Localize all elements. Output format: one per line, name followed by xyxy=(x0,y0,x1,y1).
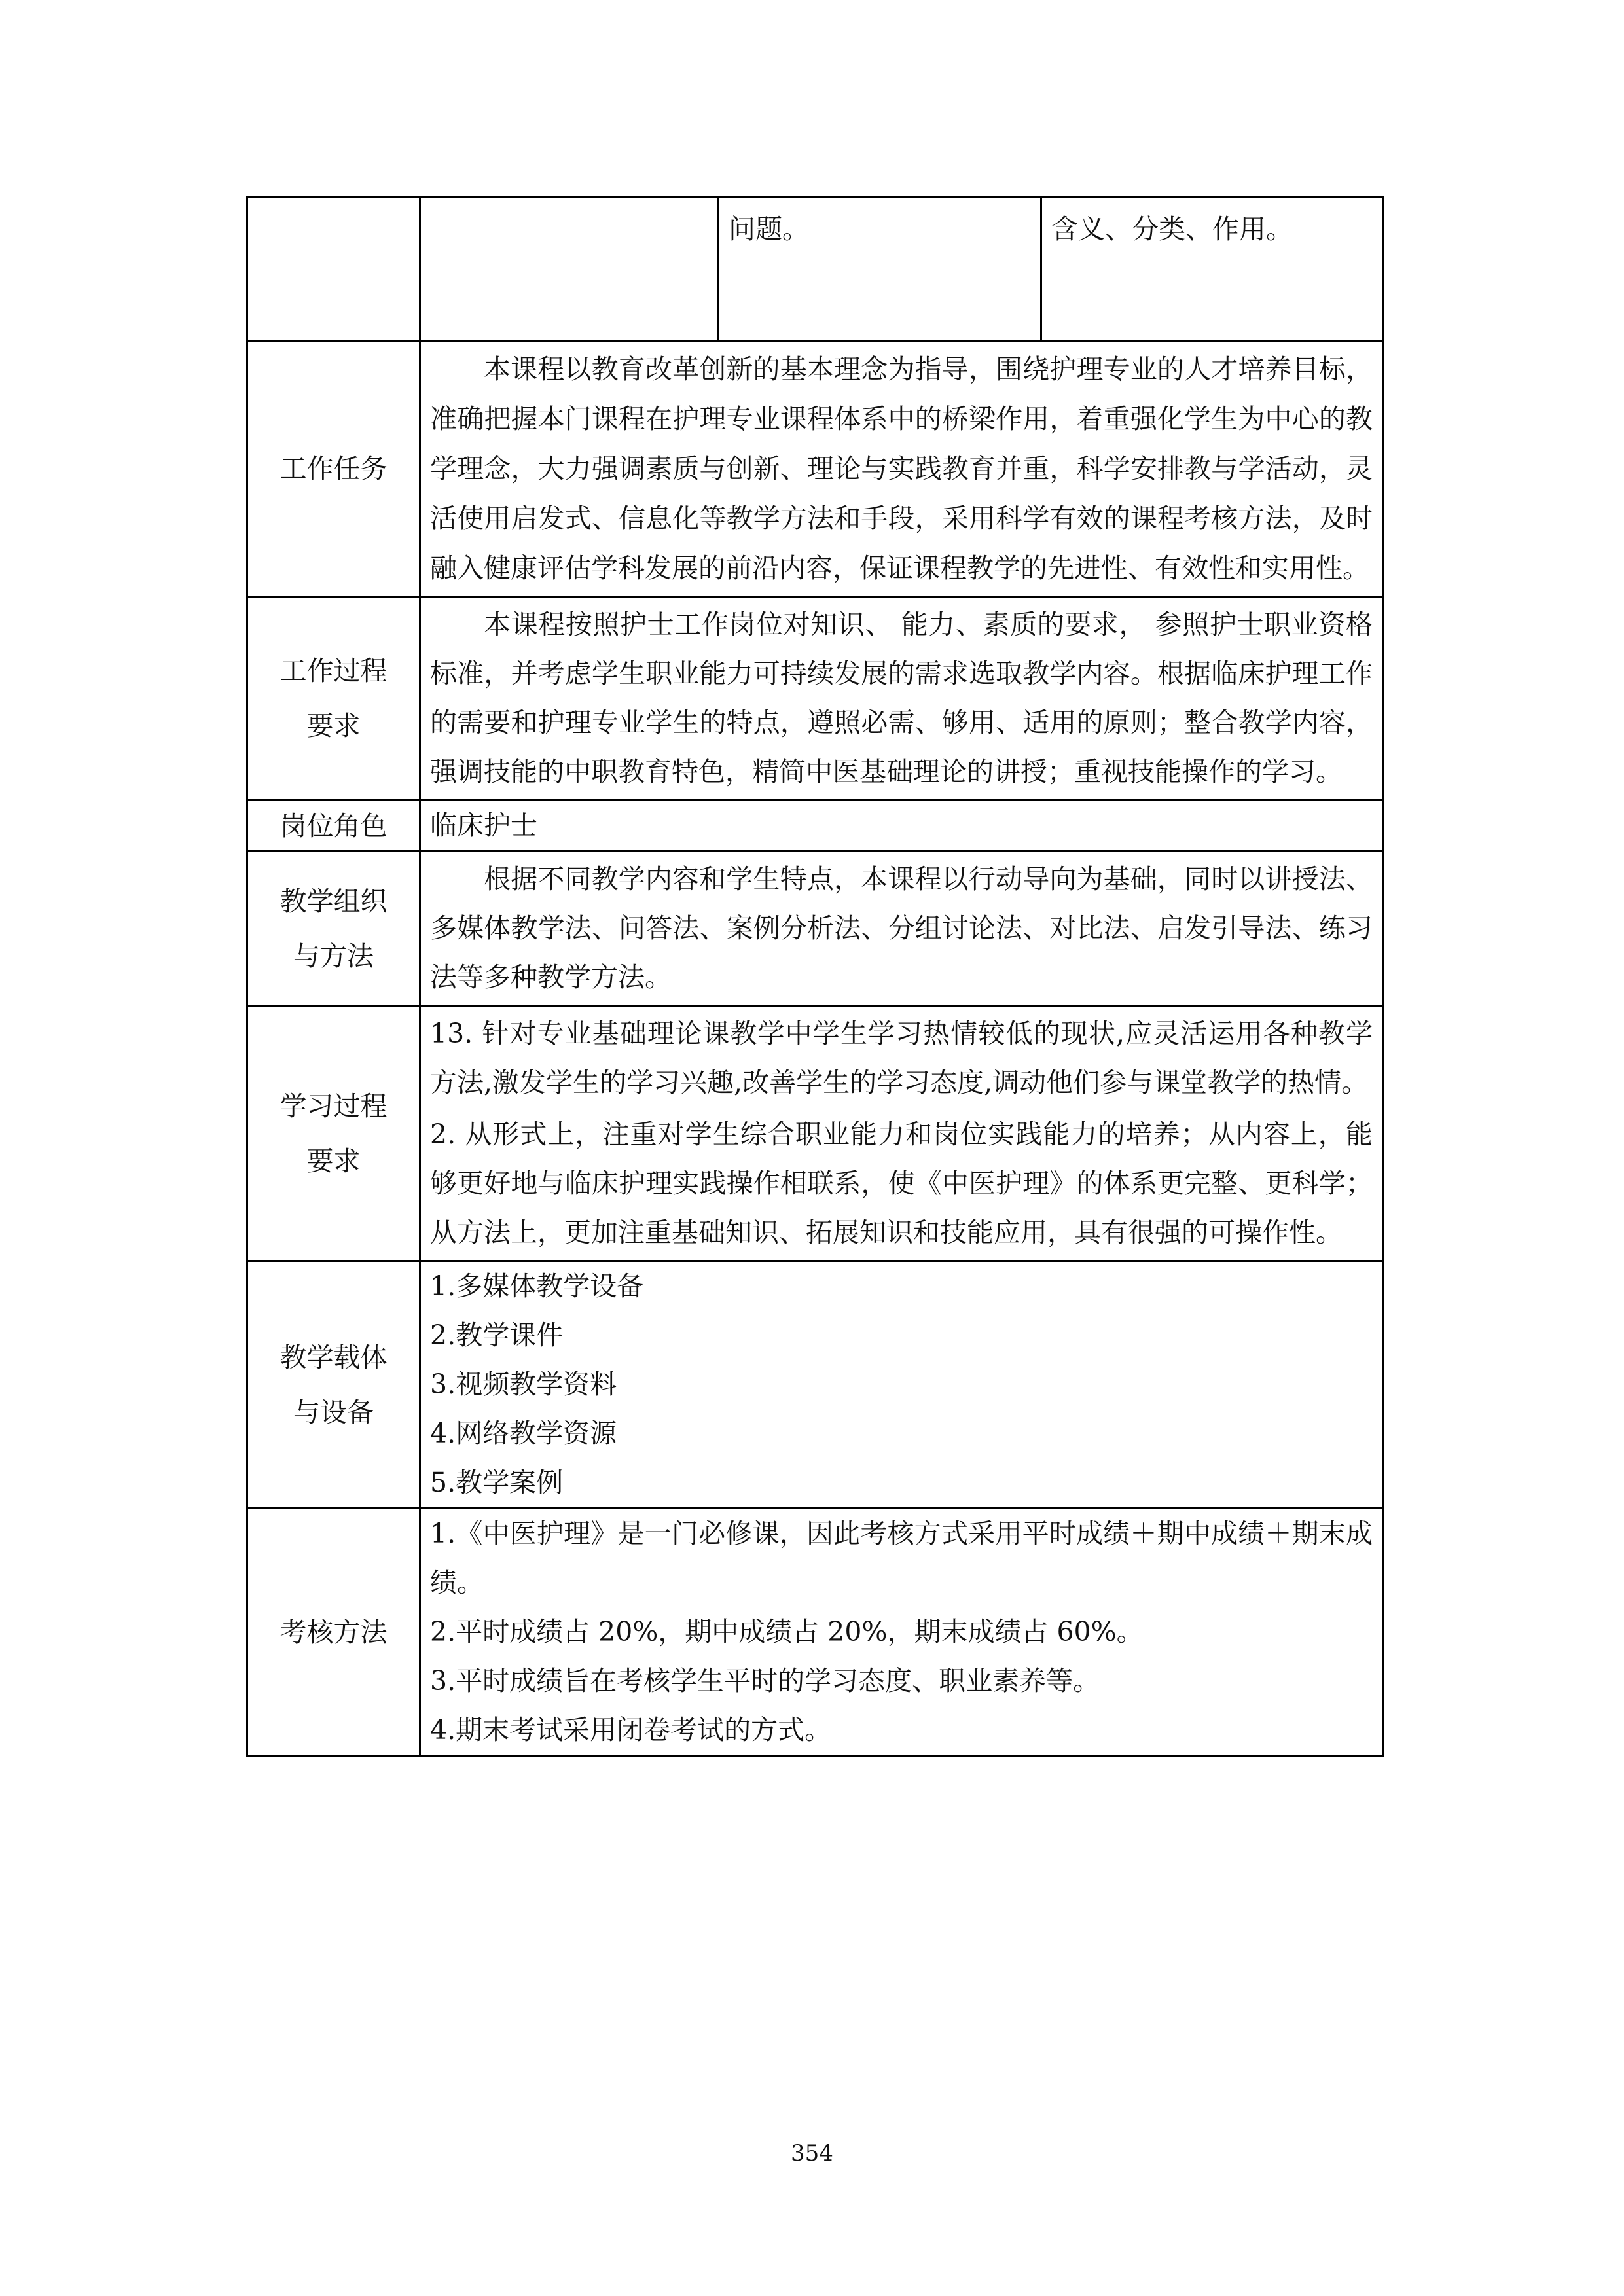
list-item: 2.平时成绩占 20%，期中成绩占 20%，期末成绩占 60%。 xyxy=(430,1616,1144,1647)
list-item: 1.《中医护理》是一门必修课，因此考核方式采用平时成绩＋期中成绩＋期末成绩。 xyxy=(430,1518,1373,1598)
course-table xyxy=(246,196,1384,1757)
course-table-container xyxy=(246,196,1382,1757)
table-row-continuation xyxy=(247,198,1383,341)
row-label-teaching-equipment xyxy=(247,1261,420,1509)
row-content-assessment xyxy=(420,1509,1383,1756)
learning-process-item: 13. 针对专业基础理论课教学中学生学习热情较低的现状,应灵活运用各种教学方法,激发学生的学习兴趣,改善学生的学习态度,调动他们参与课堂教学的热情。 xyxy=(430,1018,1373,1098)
table-row-teaching-methods xyxy=(247,852,1383,1006)
list-item: 1.多媒体教学设备 xyxy=(430,1270,644,1302)
row-content-learning-process xyxy=(420,1006,1383,1261)
learning-process-item: 2. 从形式上，注重对学生综合职业能力和岗位实践能力的培养；从内容上，能够更好地与临床护理实践操作相联系，使《中医护理》的体系更完整、更科学；从方法上，更加注重基础知识、拓展知识和技能应用，具有很强的可操作性。 xyxy=(430,1119,1373,1248)
row-content-work-process xyxy=(420,597,1383,800)
table-row-assessment xyxy=(247,1509,1383,1756)
list-item: 5.教学案例 xyxy=(430,1467,564,1498)
continuation-cell-3: 问题。 xyxy=(719,198,1041,341)
row-content-teaching-methods xyxy=(420,852,1383,1006)
row-label-work-process xyxy=(247,597,420,800)
row-label-line: 要求 xyxy=(306,710,361,742)
table-row-learning-process xyxy=(247,1006,1383,1261)
page-number: 354 xyxy=(791,2140,833,2166)
table-row-work-tasks xyxy=(247,341,1383,597)
list-item: 3.平时成绩旨在考核学生平时的学习态度、职业素养等。 xyxy=(430,1665,1100,1696)
row-label-line: 工作任务 xyxy=(280,453,388,484)
row-label-line: 与方法 xyxy=(293,940,374,972)
list-item: 4.期末考试采用闭卷考试的方式。 xyxy=(430,1714,832,1746)
table-row-work-process xyxy=(247,597,1383,800)
row-label-line: 教学组织 xyxy=(280,885,388,917)
row-label-line: 工作过程 xyxy=(280,655,388,687)
continuation-cell-4: 含义、分类、作用。 xyxy=(1041,198,1383,341)
empty-cell xyxy=(420,198,719,341)
row-label-line: 与设备 xyxy=(293,1396,374,1428)
row-label-line: 学习过程 xyxy=(280,1090,388,1122)
work-tasks-text: 本课程以教育改革创新的基本理念为指导，围绕护理专业的人才培养目标，准确把握本门课程在护理专业课程体系中的桥梁作用，着重强化学生为中心的教学理念，大力强调素质与创新、理论与实践教育并重，科学安排教与学活动，灵活使用启发式、信息化等教学方法和手段，采用科学有效的课程考核方法，及时融入健康评估学科发展的前沿内容，保证课程教学的先进性、有效性和实用性。 xyxy=(430,353,1373,584)
row-label-line: 要求 xyxy=(306,1145,361,1177)
work-process-text: 本课程按照护士工作岗位对知识、 能力、素质的要求， 参照护士职业资格标准，并考虑学生职业能力可持续发展的需求选取教学内容。根据临床护理工作的需要和护理专业学生的特点，遵照必需、够用、适用的原则；整合教学内容，强调技能的中职教育特色，精简中医基础理论的讲授；重视技能操作的学习。 xyxy=(430,609,1373,787)
table-row-job-role xyxy=(247,800,1383,852)
row-label-job-role xyxy=(247,800,420,852)
row-label-assessment xyxy=(247,1509,420,1756)
row-label-work-tasks xyxy=(247,341,420,597)
row-label-teaching-methods xyxy=(247,852,420,1006)
row-content-job-role: 临床护士 xyxy=(420,800,1383,852)
row-label-line: 考核方法 xyxy=(280,1616,388,1648)
list-item: 3.视频教学资料 xyxy=(430,1369,617,1400)
list-item: 4.网络教学资源 xyxy=(430,1418,617,1449)
row-label-line: 岗位角色 xyxy=(280,810,388,842)
list-item: 2.教学课件 xyxy=(430,1319,564,1351)
row-label-learning-process xyxy=(247,1006,420,1261)
row-label-line: 教学载体 xyxy=(280,1341,388,1373)
table-row-teaching-equipment xyxy=(247,1261,1383,1509)
teaching-methods-text: 根据不同教学内容和学生特点，本课程以行动导向为基础，同时以讲授法、多媒体教学法、问答法、案例分析法、分组讨论法、对比法、启发引导法、练习法等多种教学方法。 xyxy=(430,863,1373,993)
empty-label-cell xyxy=(247,198,420,341)
row-content-teaching-equipment xyxy=(420,1261,1383,1509)
row-content-work-tasks xyxy=(420,341,1383,597)
